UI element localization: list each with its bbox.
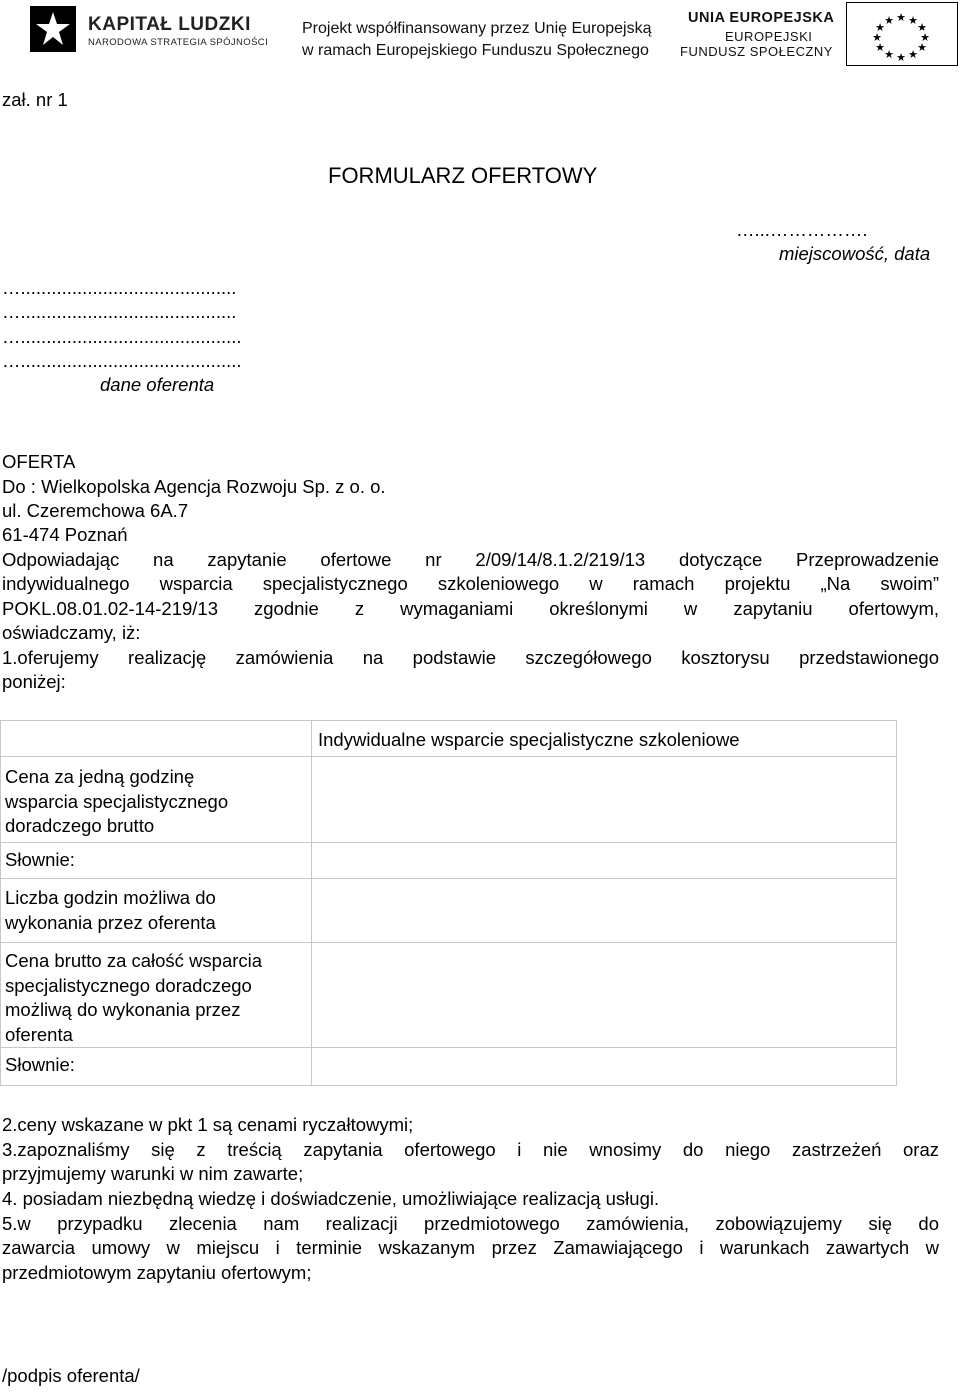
bidder-dots-3: …........................................... [2, 326, 242, 347]
point-3-line-1: 3.zapoznaliśmy się z treścią zapytania ofertowego i nie wnosimy do niego zastrzeżeń oraz [2, 1139, 939, 1160]
bidder-dots-2: ….......................................... [2, 301, 237, 322]
row-label-text: specjalistycznego doradczego [5, 974, 252, 996]
intro-line-3: POKL.08.01.02-14-219/13 zgodnie z wymaganiami określonymi w zapytaniu ofertowym, [2, 598, 939, 619]
row-label-text: wsparcia specjalistycznego [5, 790, 229, 812]
row-label-text: Słownie: [5, 1054, 75, 1075]
row-label-text: Słownie: [5, 849, 75, 870]
page-title: FORMULARZ OFERTOWY [328, 163, 598, 188]
svg-text:★: ★ [884, 48, 894, 61]
svg-text:★: ★ [917, 41, 927, 54]
row-label-text: możliwą do wykonania przez [5, 999, 241, 1020]
hours-value-field[interactable] [312, 879, 897, 943]
svg-text:★: ★ [917, 21, 927, 34]
table-column-header: Indywidualne wsparcie specjalistyczne szkoleniowe [312, 721, 897, 757]
row-label-text: oferenta [5, 1023, 73, 1045]
row-label-text: Cena za jedną godzinę [5, 766, 195, 787]
row-label-in-words-2 [1, 1048, 312, 1086]
point-5-line-1: 5.w przypadku zlecenia nam realizacji przedmiotowego zamówienia, zobowiązujemy się do [2, 1213, 939, 1234]
svg-text:★: ★ [920, 31, 930, 44]
row-label-hours [1, 879, 312, 943]
bidder-dots-4: …........................................... [2, 350, 242, 371]
svg-text:★: ★ [884, 14, 894, 27]
table-row [1, 757, 897, 843]
point-3-line-2: przyjmujemy warunki w nim zawarte; [2, 1163, 304, 1184]
project-line-1: Projekt współfinansowany przez Unię Europejską [302, 20, 652, 37]
svg-text:★: ★ [896, 11, 906, 24]
row-label-total-price [1, 943, 312, 1048]
svg-text:★: ★ [875, 41, 885, 54]
row-label-text: doradczego brutto [5, 815, 155, 836]
row-label-in-words-1 [1, 843, 312, 879]
address-line-3: 61-474 Poznań [2, 524, 128, 545]
bidder-label: dane oferenta [100, 374, 215, 395]
point-5-line-3: przedmiotowym zapytaniu ofertowym; [2, 1262, 312, 1283]
address-line-1: Do : Wielkopolska Agencja Rozwoju Sp. z o. o. [2, 476, 386, 497]
hourly-price-value-field[interactable] [312, 757, 897, 843]
cost-table [0, 720, 897, 1086]
place-date-dots: …...……………. [736, 219, 868, 240]
intro-line-4: oświadczamy, iż: [2, 622, 141, 643]
table-row [1, 943, 897, 1048]
table-header-empty [1, 721, 312, 757]
total-price-in-words-field[interactable] [312, 1048, 897, 1086]
ue-subtitle-2: FUNDUSZ SPOŁECZNY [680, 44, 833, 59]
kl-logo-subtitle: NARODOWA STRATEGIA SPÓJNOŚCI [88, 37, 269, 48]
svg-text:★: ★ [872, 31, 882, 44]
table-row [1, 1048, 897, 1086]
point-5-line-2: zawarcia umowy w miejscu i terminie wskazanym przez Zamawiającego i warunkach zawartych w [2, 1237, 939, 1258]
eu-flag-icon [846, 2, 958, 66]
kapital-ludzki-logo-icon [30, 6, 76, 52]
svg-text:★: ★ [896, 51, 906, 64]
project-cofinancing-note [302, 18, 652, 62]
kl-logo-title: KAPITAŁ LUDZKI [88, 14, 251, 35]
row-label-text: Liczba godzin możliwa do [5, 887, 216, 908]
point-1-line-2: poniżej: [2, 671, 66, 692]
row-label-text: wykonania przez oferenta [5, 911, 216, 933]
intro-line-1: Odpowiadając na zapytanie ofertowe nr 2/09/14/8.1.2/219/13 dotyczące Przeprowadzenie [2, 549, 939, 570]
bidder-dots-1: ….......................................... [2, 277, 237, 298]
ue-subtitle-1: EUROPEJSKI [725, 29, 813, 44]
svg-text:★: ★ [908, 48, 918, 61]
hourly-price-in-words-field[interactable] [312, 843, 897, 879]
table-row [1, 879, 897, 943]
row-label-hourly-price [1, 757, 312, 843]
attachment-label: zał. nr 1 [2, 89, 68, 110]
svg-text:★: ★ [908, 14, 918, 27]
point-2: 2.ceny wskazane w pkt 1 są cenami ryczałtowymi; [2, 1114, 414, 1135]
total-price-value-field[interactable] [312, 943, 897, 1048]
row-label-text: Cena brutto za całość wsparcia [5, 950, 263, 971]
svg-text:★: ★ [875, 21, 885, 34]
signature-label: /podpis oferenta/ [2, 1365, 140, 1386]
project-line-2: w ramach Europejskiego Funduszu Społecznego [302, 42, 649, 59]
table-row [1, 843, 897, 879]
ue-title: UNIA EUROPEJSKA [688, 10, 835, 26]
intro-line-2: indywidualnego wsparcia specjalistycznego szkoleniowego w ramach projektu „Na swoim” [2, 573, 939, 594]
offer-heading: OFERTA [2, 451, 76, 472]
address-line-2: ul. Czeremchowa 6A.7 [2, 500, 189, 521]
place-date-label: miejscowość, data [779, 243, 931, 264]
point-4: 4. posiadam niezbędną wiedzę i doświadczenie, umożliwiające realizacją usługi. [2, 1188, 660, 1209]
point-1-line-1: 1.oferujemy realizację zamówienia na podstawie szczegółowego kosztorysu przedstawionego [2, 647, 939, 668]
